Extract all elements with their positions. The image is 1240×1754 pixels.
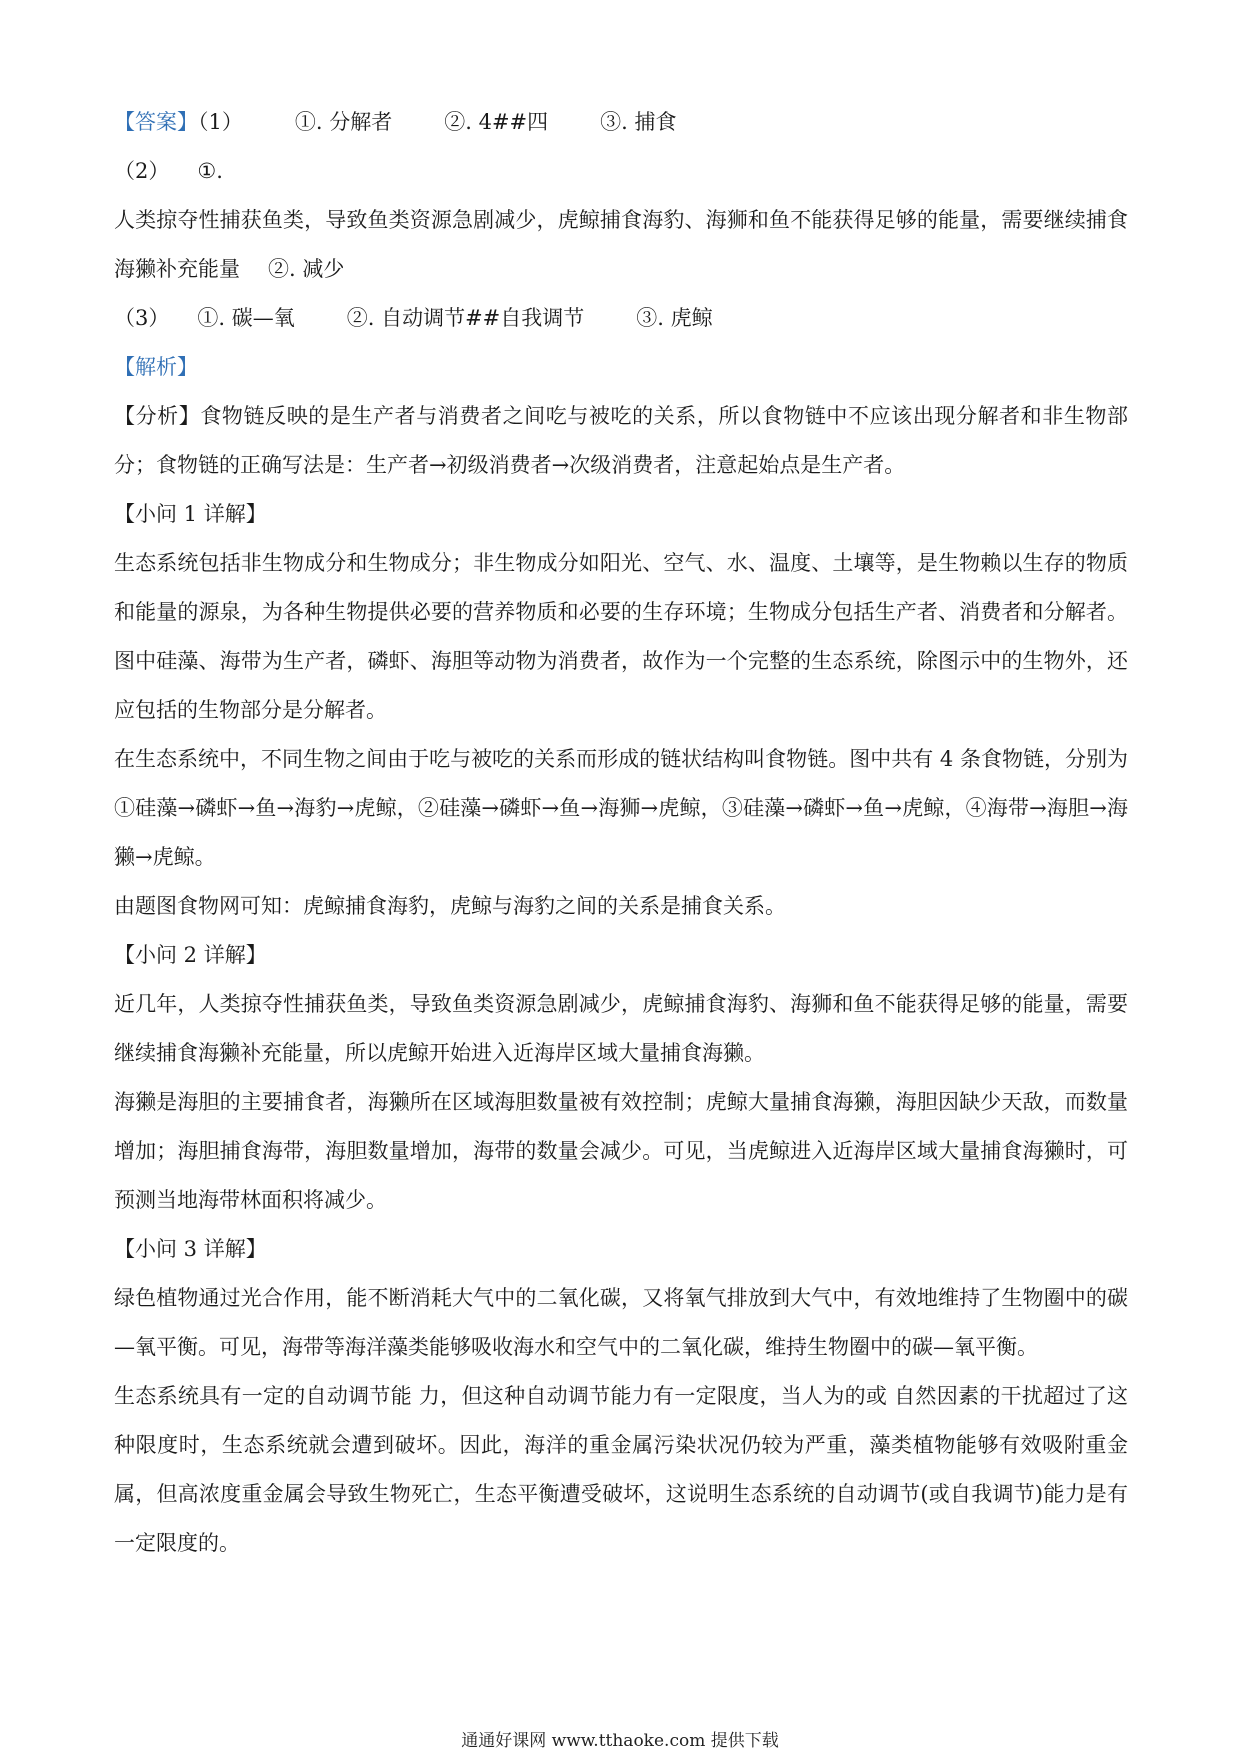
sub-question-3-paragraph-1: 绿色植物通过光合作用，能不断消耗大气中的二氧化碳，又将氧气排放到大气中，有效地维持了生物圈中的碳—氧平衡。可见，海带等海洋藻类能够吸收海水和空气中的二氧化碳，维持生物圈中的碳—氧平衡。 (114, 1286, 1128, 1359)
analysis-tag: 【解析】 (114, 355, 198, 379)
q2-answer-a-text: 人类掠夺性捕获鱼类，导致鱼类资源急剧减少，虎鲸捕食海豹、海狮和鱼不能获得足够的能量，需要继续捕食海獭补充能量 (114, 208, 1128, 281)
page-footer: 通通好课网 www.tthaoke.com 提供下载 (461, 1731, 779, 1751)
analysis-fenxi: 【分析】食物链反映的是生产者与消费者之间吃与被吃的关系，所以食物链中不应该出现分解者和非生物部分；食物链的正确写法是：生产者→初级消费者→次级消费者，注意起始点是生产者。 (114, 404, 1128, 477)
answer-content (114, 98, 1128, 1568)
answer-q1-line (114, 98, 1128, 147)
q3-answer-a: ①. 碳—氧 (197, 306, 295, 330)
q1-number: （1） (198, 110, 243, 134)
sub-question-1-paragraph-2: 在生态系统中，不同生物之间由于吃与被吃的关系而形成的链状结构叫食物链。图中共有 4 条食物链，分别为①硅藻→磷虾→鱼→海豹→虎鲸，②硅藻→磷虾→鱼→海狮→虎鲸，③硅藻→磷虾→鱼→虎鲸，④海带→海胆→海獭→虎鲸。 (114, 747, 1128, 869)
q2-answer-a-label: ①. (197, 159, 223, 183)
q3-answer-b: ②. 自动调节##自我调节 (346, 306, 585, 330)
q2-answer-b: ②. 减少 (268, 257, 345, 281)
sub-question-1-paragraph-3: 由题图食物网可知：虎鲸捕食海豹，虎鲸与海豹之间的关系是捕食关系。 (114, 894, 786, 918)
sub-question-2-paragraph-2: 海獭是海胆的主要捕食者，海獭所在区域海胆数量被有效控制；虎鲸大量捕食海獭，海胆因缺少天敌，而数量增加；海胆捕食海带，海胆数量增加，海带的数量会减少。可见，当虎鲸进入近海岸区域大量捕食海獭时，可预测当地海带林面积将减少。 (114, 1090, 1128, 1212)
answer-tag: 【答案】 (114, 110, 198, 134)
q1-answer-c: ③. 捕食 (600, 110, 677, 134)
q1-answer-a: ①. 分解者 (294, 110, 393, 134)
sub-question-2-title: 【小问 2 详解】 (114, 943, 267, 967)
q2-number: （2） (114, 159, 170, 183)
q3-answer-c: ③. 虎鲸 (636, 306, 713, 330)
sub-question-1-paragraph-1: 生态系统包括非生物成分和生物成分；非生物成分如阳光、空气、水、温度、土壤等，是生物赖以生存的物质和能量的源泉，为各种生物提供必要的营养物质和必要的生存环境；生物成分包括生产者、消费者和分解者。图中硅藻、海带为生产者，磷虾、海胆等动物为消费者，故作为一个完整的生态系统，除图示中的生物外，还应包括的生物部分是分解者。 (114, 551, 1128, 722)
sub-question-3-paragraph-2: 生态系统具有一定的自动调节能 力，但这种自动调节能力有一定限度，当人为的或 自然因素的干扰超过了这种限度时，生态系统就会遭到破坏。因此，海洋的重金属污染状况仍较为严重，藻类植物能够有效吸附重金属，但高浓度重金属会导致生物死亡，生态平衡遭受破坏，这说明生态系统的自动调节(或自我调节)能力是有一定限度的。 (114, 1384, 1128, 1555)
q3-number: （3） (114, 306, 170, 330)
q2-answer-a-text-block (114, 196, 1128, 294)
answer-q2-line (114, 147, 1128, 196)
sub-question-3-title: 【小问 3 详解】 (114, 1237, 267, 1261)
answer-q3-line (114, 294, 1128, 343)
sub-question-2-paragraph-1: 近几年，人类掠夺性捕获鱼类，导致鱼类资源急剧减少，虎鲸捕食海豹、海狮和鱼不能获得足够的能量，需要继续捕食海獭补充能量，所以虎鲸开始进入近海岸区域大量捕食海獭。 (114, 992, 1128, 1065)
sub-question-1-title: 【小问 1 详解】 (114, 502, 267, 526)
q1-answer-b: ②. 4##四 (444, 110, 549, 134)
